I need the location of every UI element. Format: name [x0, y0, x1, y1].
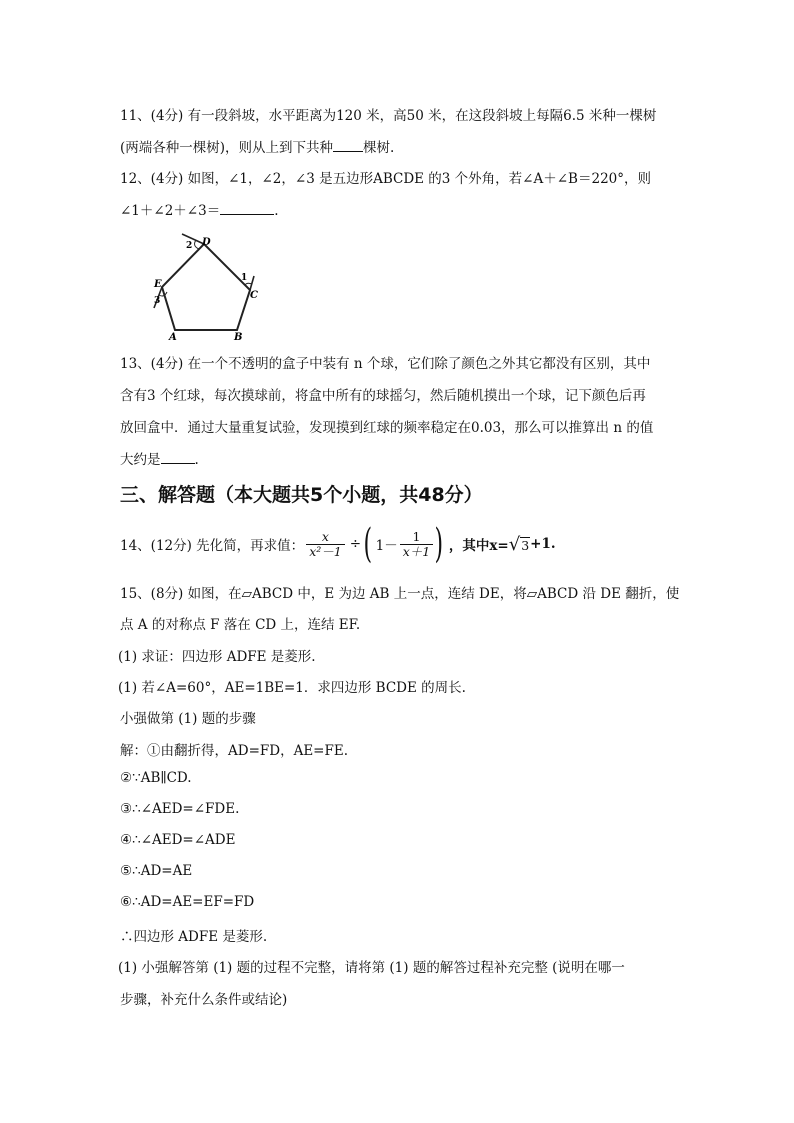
- frac1-denominator: x²－1: [309, 543, 342, 559]
- step-3: ③∴∠AED=∠FDE.: [120, 801, 240, 817]
- step-5: ⑤∴AD=AE: [120, 863, 193, 879]
- frac1-numerator: x: [306, 530, 345, 545]
- q15-ask2: 步骤，补充什么条件或结论): [120, 992, 288, 1008]
- q13-line4-text: 大约是: [120, 452, 161, 468]
- label-d: D: [202, 237, 211, 248]
- q11-line2-text: (两端各种一棵树)，则从上到下共种: [120, 140, 334, 156]
- q14-suffix-a: ，其中x=: [448, 538, 509, 554]
- fraction-1-over-x-plus-1: [400, 530, 434, 559]
- label-e: E: [154, 279, 162, 290]
- left-paren: (: [363, 521, 373, 567]
- label-1: 1: [241, 273, 248, 283]
- divide-sign: ÷: [349, 536, 362, 552]
- q11-line2: [120, 136, 394, 156]
- label-c: C: [250, 290, 258, 301]
- label-3: 3: [154, 296, 161, 306]
- q14-suffix-b: +1.: [530, 536, 556, 552]
- fraction-x-over-x2-1: [306, 530, 345, 559]
- sqrt-3: [509, 534, 530, 555]
- q15-line3: (1) 求证：四边形 ADFE 是菱形.: [118, 649, 316, 665]
- q13-line4-end: .: [194, 452, 199, 468]
- q14-prefix: 14、(12分) 先化简，再求值：: [120, 538, 305, 554]
- step-4: ④∴∠AED=∠ADE: [120, 832, 236, 848]
- sqrt-argument: 3: [521, 537, 530, 553]
- q15-line2: 点 A 的对称点 F 落在 CD 上，连结 EF.: [120, 617, 361, 633]
- label-a: A: [169, 332, 177, 343]
- q12-line2: [120, 199, 279, 219]
- q13-line3: 放回盒中．通过大量重复试验，发现摸到红球的频率稳定在0.03，那么可以推算出 n 的值: [120, 420, 654, 436]
- q15-ask1: (1) 小强解答第 (1) 题的过程不完整，请将第 (1) 题的解答过程补充完整 (说明在哪一: [118, 960, 625, 976]
- pentagon-shape: [162, 244, 250, 330]
- q15-line1: 15、(8分) 如图，在▱ABCD 中，E 为边 AB 上一点，连结 DE，将▱ABCD 沿 DE 翻折，使: [120, 586, 680, 602]
- q12-line2-end: .: [274, 203, 279, 219]
- conclusion: ∴四边形 ADFE 是菱形.: [120, 929, 268, 945]
- label-b: B: [234, 332, 243, 343]
- q12-line1: 12、(4分) 如图，∠1，∠2，∠3 是五边形ABCDE 的3 个外角，若∠A＋∠B＝220°，则: [120, 171, 651, 187]
- q13-line1: 13、(4分) 在一个不透明的盒子中装有 n 个球，它们除了颜色之外其它都没有区别，其中: [120, 356, 651, 372]
- q15-line4: (1) 若∠A=60°，AE=1BE=1．求四边形 BCDE 的周长.: [118, 680, 466, 696]
- right-paren: ): [434, 521, 444, 567]
- step-6: ⑥∴AD=AE=EF=FD: [120, 894, 255, 910]
- q13-answer-blank[interactable]: [161, 451, 195, 464]
- pentagon-figure: [142, 232, 272, 344]
- radical-sign: √: [508, 533, 521, 555]
- q11-line2-end: 棵树.: [363, 140, 395, 156]
- label-2: 2: [186, 241, 193, 251]
- frac2-numerator: 1: [400, 530, 434, 545]
- step-1: 解：①由翻折得，AD=FD，AE=FE.: [120, 743, 349, 759]
- frac2-denominator: x＋1: [402, 543, 431, 559]
- section-heading: 三、解答题（本大题共5个小题，共48分）: [120, 484, 483, 506]
- q13-line4: [120, 448, 199, 468]
- q12-answer-blank[interactable]: [220, 202, 274, 215]
- extension-c: [250, 276, 254, 290]
- one-minus: 1－: [375, 538, 398, 554]
- q13-line2: 含有3 个红球，每次摸球前，将盒中所有的球摇匀，然后随机摸出一个球，记下颜色后再: [120, 388, 646, 404]
- q15-line5: 小强做第 (1) 题的步骤: [120, 711, 256, 727]
- q12-line2-text: ∠1＋∠2＋∠3＝: [120, 203, 221, 219]
- q14-line: [120, 522, 556, 566]
- q11-line1: 11、(4分) 有一段斜坡，水平距离为120 米，高50 米，在这段斜坡上每隔6.5 米种一棵树: [120, 108, 657, 124]
- q11-answer-blank[interactable]: [333, 139, 363, 152]
- step-2: ②∵AB∥CD.: [120, 770, 192, 786]
